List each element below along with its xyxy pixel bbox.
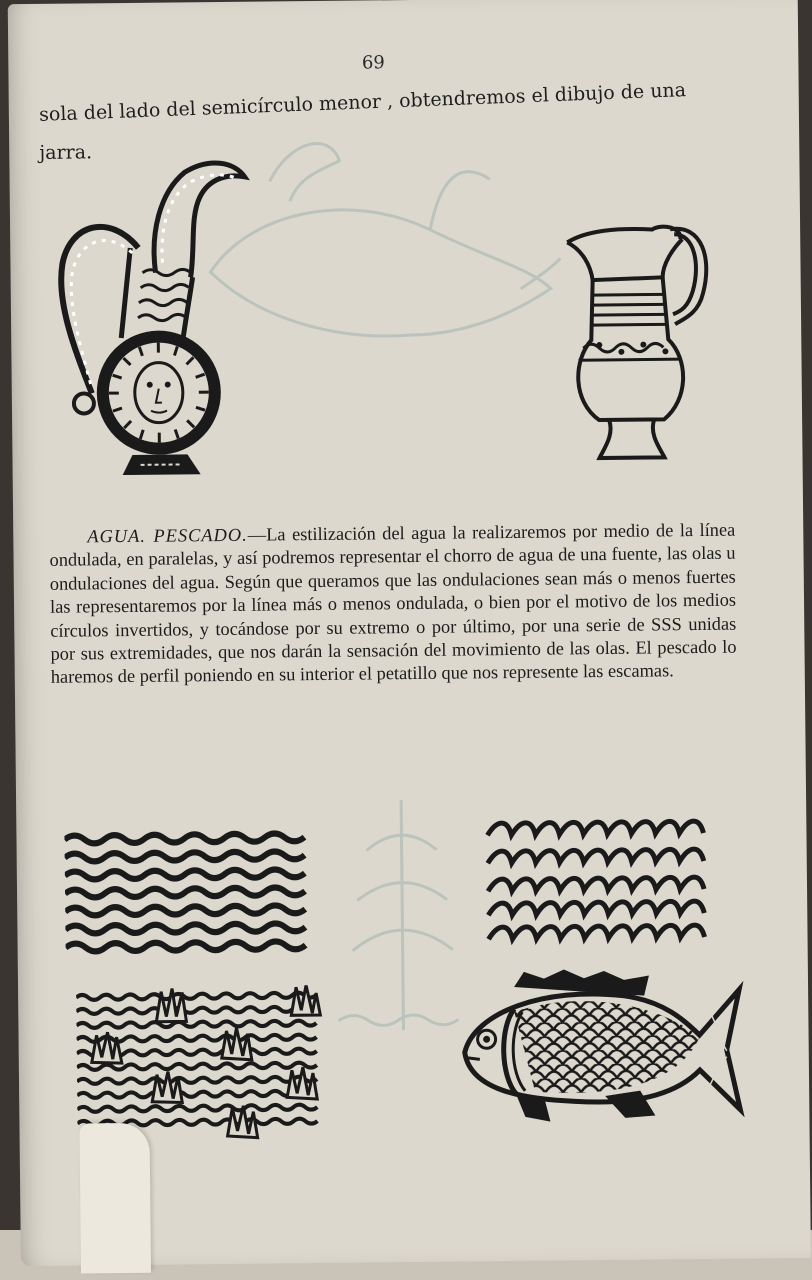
wave-crests-illustration [482, 809, 733, 947]
painted-jug-illustration [562, 219, 715, 476]
book-page [8, 0, 811, 1266]
fish-with-scales-illustration [454, 965, 746, 1128]
torn-paper-corner [79, 1123, 151, 1274]
ghost-fountain-bleedthrough [336, 789, 469, 1040]
section-body-text: —La estilización del agua la realizaremos por medio de la línea ondulada, en paralelas, y así podremos representar el chorro de agua de una fuente, las olas u ondulaciones del agua. Según que queramos que las ondulaciones sean más o menos fuertes las representaremos por la línea más o menos ondulada, o bien por el motivo de los medios círculos invertidos, y tocándose por su extremo o por último, por una serie de SSS unidas por sus extremidades, que nos darán la sensación del movimiento de las olas. El pescado lo haremos de perfil poniendo en su interior el petatillo que nos represente las escamas. [49, 519, 737, 688]
intro-text-line: sola del lado del semicírculo menor , obtendremos el dibujo de una [38, 79, 687, 126]
section-paragraph [49, 519, 737, 690]
page-number: 69 [361, 52, 385, 74]
section-heading: AGUA. PESCADO. [87, 524, 248, 547]
wavy-lines-illustration [64, 827, 315, 960]
sun-face-pitcher-illustration [49, 152, 252, 484]
intro-text-line-2: jarra. [39, 141, 93, 164]
waves-with-grass-illustration [76, 985, 328, 1143]
